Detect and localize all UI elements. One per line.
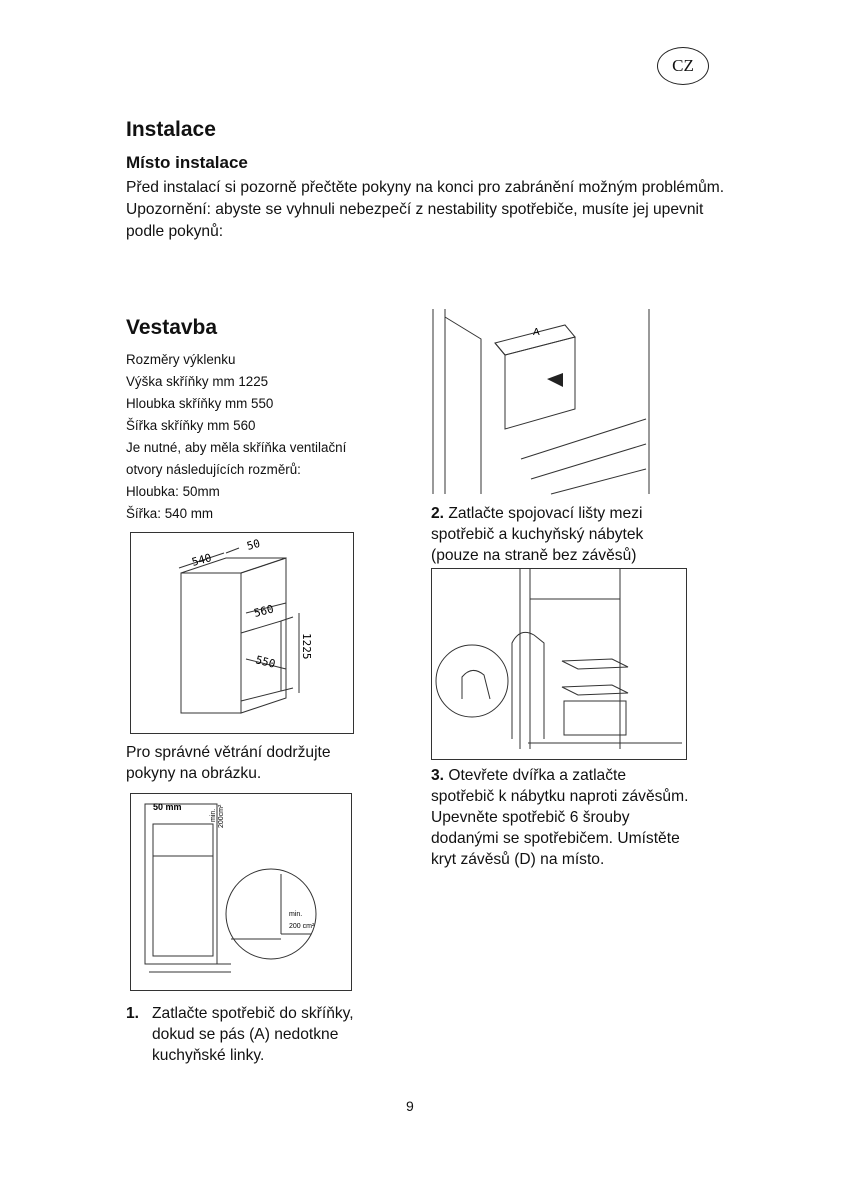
step-2 xyxy=(431,503,721,566)
ventilation-note-line: Pro správné větrání dodržujte xyxy=(126,744,331,761)
step-2-line: (pouze na straně bez závěsů) xyxy=(431,547,637,564)
step-1-line: kuchyňské linky. xyxy=(152,1047,265,1064)
ventilation-note-line: pokyny na obrázku. xyxy=(126,765,262,782)
vent-area-label: 200cm² xyxy=(218,804,225,828)
step-1 xyxy=(126,1003,376,1066)
intro-text xyxy=(126,177,726,243)
step-text: Otevřete dvířka a zatlačte xyxy=(444,767,627,784)
dim-vent-label: 50 xyxy=(245,536,262,553)
section-title: Místo instalace xyxy=(126,153,248,172)
ventilation-note xyxy=(126,742,366,784)
spec-line: otvory následujících rozměrů: xyxy=(126,462,301,477)
niche-dimensions xyxy=(126,349,366,525)
intro-paragraph: Před instalací si pozorně přečtěte pokyny na konci pro zabránění možným problémům. xyxy=(126,179,725,196)
spec-line: Šířka: 540 mm xyxy=(126,506,214,521)
page-title: Instalace xyxy=(126,118,216,141)
step-2-line xyxy=(431,503,721,524)
step-3 xyxy=(431,765,751,870)
spec-line: Šířka skříňky mm 560 xyxy=(126,418,256,433)
dim-height-label: 1225 xyxy=(300,633,313,660)
step-3-line: dodanými se spotřebičem. Umístěte xyxy=(431,830,680,847)
spec-line: Rozměry výklenku xyxy=(126,352,236,367)
vent-depth-label: 50 mm xyxy=(153,802,182,812)
vent-min-label-2: min. xyxy=(289,911,303,918)
page-number: 9 xyxy=(406,1098,414,1114)
fridge-interior-figure xyxy=(431,568,687,760)
cabinet-dimensions-figure xyxy=(130,532,354,734)
ventilation-figure xyxy=(130,793,352,991)
arrow-icon xyxy=(547,373,563,387)
step-number: 3. xyxy=(431,767,445,784)
step-3-line xyxy=(431,765,751,786)
push-appliance-figure xyxy=(431,309,651,497)
vestavba-heading: Vestavba xyxy=(126,316,218,339)
language-badge: CZ xyxy=(657,47,709,85)
spec-line: Hloubka: 50mm xyxy=(126,484,220,499)
spec-line: Výška skříňky mm 1225 xyxy=(126,374,269,389)
vent-min-label: min. xyxy=(210,808,217,822)
warning-paragraph: Upozornění: abyste se vyhnuli nebezpečí z nestability spotřebiče, musíte jej upevnit podle pokynů: xyxy=(126,201,704,240)
spec-line: Je nutné, aby měla skříňka ventilační xyxy=(126,440,347,455)
step-number: 1. xyxy=(126,1005,140,1022)
dim-depth-label: 550 xyxy=(254,653,277,671)
step-text: Zatlačte spojovací lišty mezi xyxy=(444,505,643,522)
step-3-line: spotřebič k nábytku naproti závěsům. xyxy=(431,788,689,805)
spec-line: Hloubka skříňky mm 550 xyxy=(126,396,274,411)
step-1-line: dokud se pás (A) nedotkne xyxy=(152,1026,339,1043)
step-2-line: spotřebič a kuchyňský nábytek xyxy=(431,526,644,543)
step-1-line: Zatlačte spotřebič do skříňky, xyxy=(152,1005,354,1022)
step-number: 2. xyxy=(431,505,445,522)
step-3-line: kryt závěsů (D) na místo. xyxy=(431,851,605,868)
vent-area-label-2: 200 cm² xyxy=(289,923,315,930)
step-3-line: Upevněte spotřebič 6 šrouby xyxy=(431,809,630,826)
dim-niche-width-label: 560 xyxy=(252,602,276,620)
dim-width-label: 540 xyxy=(190,551,213,569)
strip-label: A xyxy=(533,327,540,338)
